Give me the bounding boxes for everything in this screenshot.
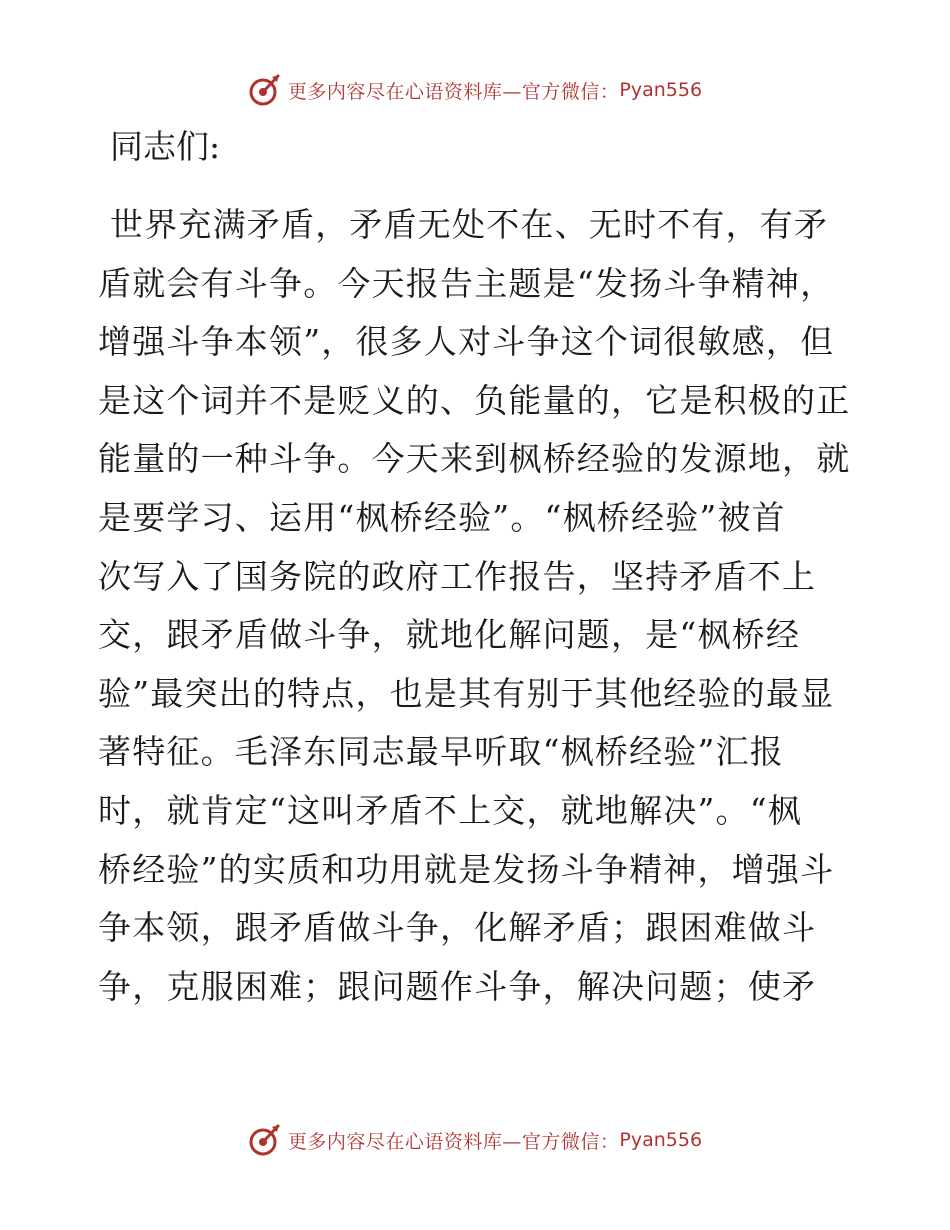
text-line: 是要学习、运用“枫桥经验”。“枫桥经验”被首 — [98, 497, 786, 537]
text-line: 争，克服困难；跟问题作斗争，解决问题；使矛 — [98, 966, 817, 1006]
watermark-wechat-id: Pyan556 — [619, 79, 703, 101]
watermark-text: 更多内容尽在心语资料库—官方微信： — [287, 1130, 620, 1153]
text-line: 验”最突出的特点，也是其有别于其他经验的最显 — [98, 673, 835, 713]
text-line: 争本领，跟矛盾做斗争，化解矛盾；跟困难做斗 — [98, 908, 817, 948]
body-paragraph — [98, 196, 858, 1016]
text-line: 交，跟矛盾做斗争，就地化解问题，是“枫桥经 — [98, 615, 801, 655]
text-line: 桥经验”的实质和功用就是发扬斗争精神，增强斗 — [98, 849, 835, 889]
text-line: 增强斗争本领”，很多人对斗争这个词很敏感，但 — [98, 322, 835, 362]
salutation: 同志们: — [110, 127, 221, 166]
text-line: 能量的一种斗争。今天来到枫桥经验的发源地，就 — [98, 439, 851, 479]
pen-circle-logo-icon — [248, 73, 282, 107]
pen-circle-logo-icon — [248, 1123, 282, 1157]
text-line: 著特征。毛泽东同志最早听取“枫桥经验”汇报 — [98, 732, 784, 772]
header-watermark — [0, 70, 950, 110]
text-line: 世界充满矛盾，矛盾无处不在、无时不有，有矛 — [110, 205, 829, 244]
text-line: 时，就肯定“这叫矛盾不上交，就地解决”。“枫 — [98, 790, 803, 830]
text-line: 是这个词并不是贬义的、负能量的，它是积极的正 — [98, 380, 851, 420]
watermark-text: 更多内容尽在心语资料库—官方微信： — [287, 80, 620, 103]
watermark-wechat-id: Pyan556 — [619, 1129, 703, 1151]
text-line: 盾就会有斗争。今天报告主题是“发扬斗争精神， — [98, 263, 835, 303]
footer-watermark — [0, 1120, 950, 1160]
text-line: 次写入了国务院的政府工作报告，坚持矛盾不上 — [98, 556, 817, 596]
